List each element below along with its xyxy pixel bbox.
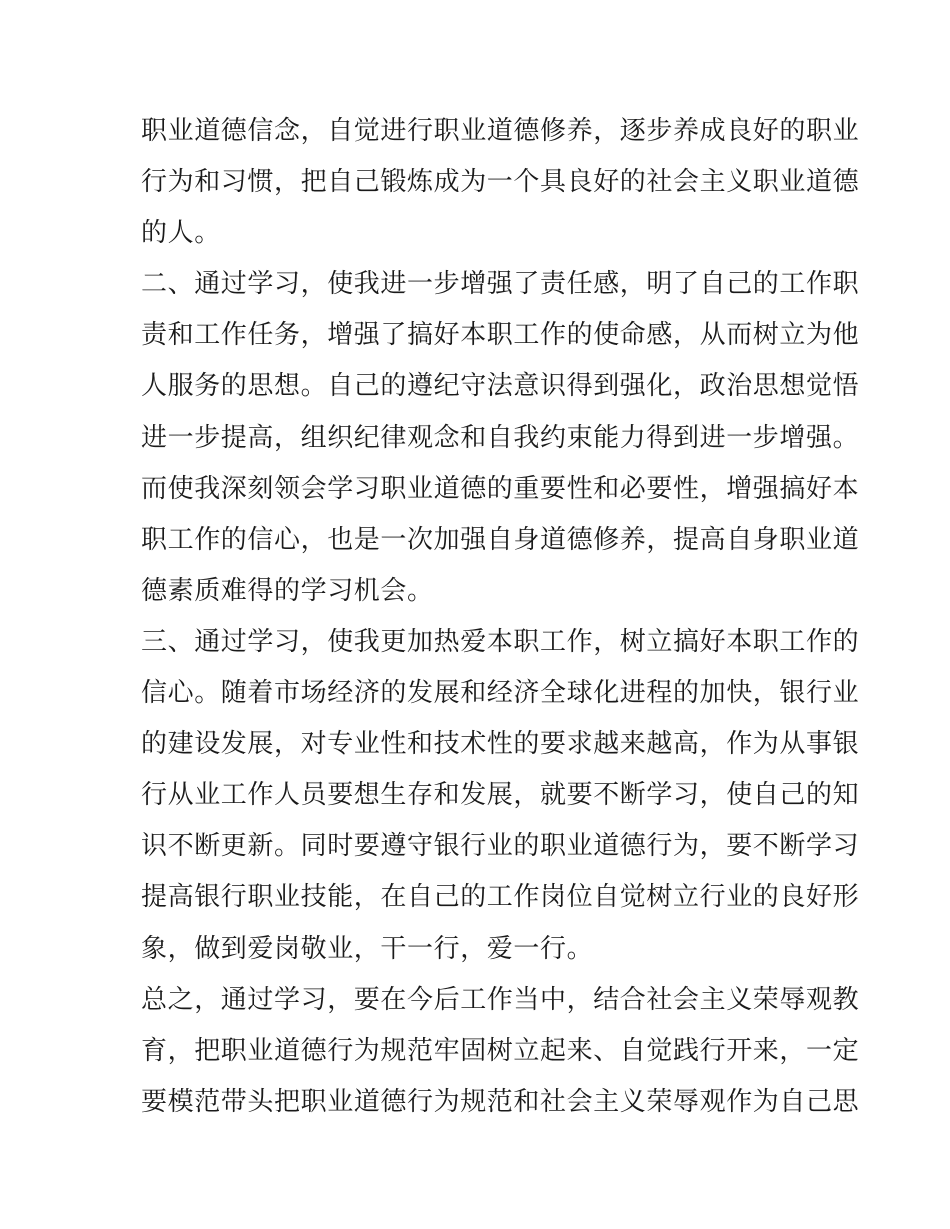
- text-line: 职工作的信心，也是一次加强自身道德修养，提高自身职业道: [141, 524, 860, 555]
- text-line: 的建设发展，对专业性和技术性的要求越来越高，作为从事银: [141, 729, 860, 760]
- text-line: 要模范带头把职业道德行为规范和社会主义荣辱观作为自己思: [141, 1086, 860, 1117]
- text-line: 提高银行职业技能，在自己的工作岗位自觉树立行业的良好形: [141, 882, 860, 913]
- text-line: 识不断更新。同时要遵守银行业的职业道德行为，要不断学习: [141, 831, 860, 862]
- text-line: 行从业工作人员要想生存和发展，就要不断学习，使自己的知: [141, 780, 860, 811]
- text-line: 象，做到爱岗敬业，干一行，爱一行。: [141, 933, 594, 964]
- text-line: 进一步提高，组织纪律观念和自我约束能力得到进一步增强。: [141, 422, 860, 453]
- text-line: 德素质难得的学习机会。: [141, 575, 434, 606]
- text-line: 二、通过学习，使我进一步增强了责任感，明了自己的工作职: [141, 269, 860, 300]
- text-line: 三、通过学习，使我更加热爱本职工作，树立搞好本职工作的: [141, 626, 860, 657]
- text-line: 责和工作任务，增强了搞好本职工作的使命感，从而树立为他: [141, 320, 860, 351]
- body-text: [141, 106, 860, 1128]
- text-line: 总之，通过学习，要在今后工作当中，结合社会主义荣辱观教: [141, 984, 860, 1015]
- text-line: 行为和习惯，把自己锻炼成为一个具良好的社会主义职业道德: [141, 167, 860, 198]
- text-line: 职业道德信念，自觉进行职业道德修养，逐步养成良好的职业: [141, 116, 860, 146]
- text-line: 育，把职业道德行为规范牢固树立起来、自觉践行开来，一定: [141, 1035, 860, 1066]
- text-line: 信心。随着市场经济的发展和经济全球化进程的加快，银行业: [141, 678, 860, 709]
- text-line: 而使我深刻领会学习职业道德的重要性和必要性，增强搞好本: [141, 473, 860, 504]
- text-line: 人服务的思想。自己的遵纪守法意识得到强化，政治思想觉悟: [141, 371, 860, 402]
- text-line: 的人。: [141, 218, 221, 249]
